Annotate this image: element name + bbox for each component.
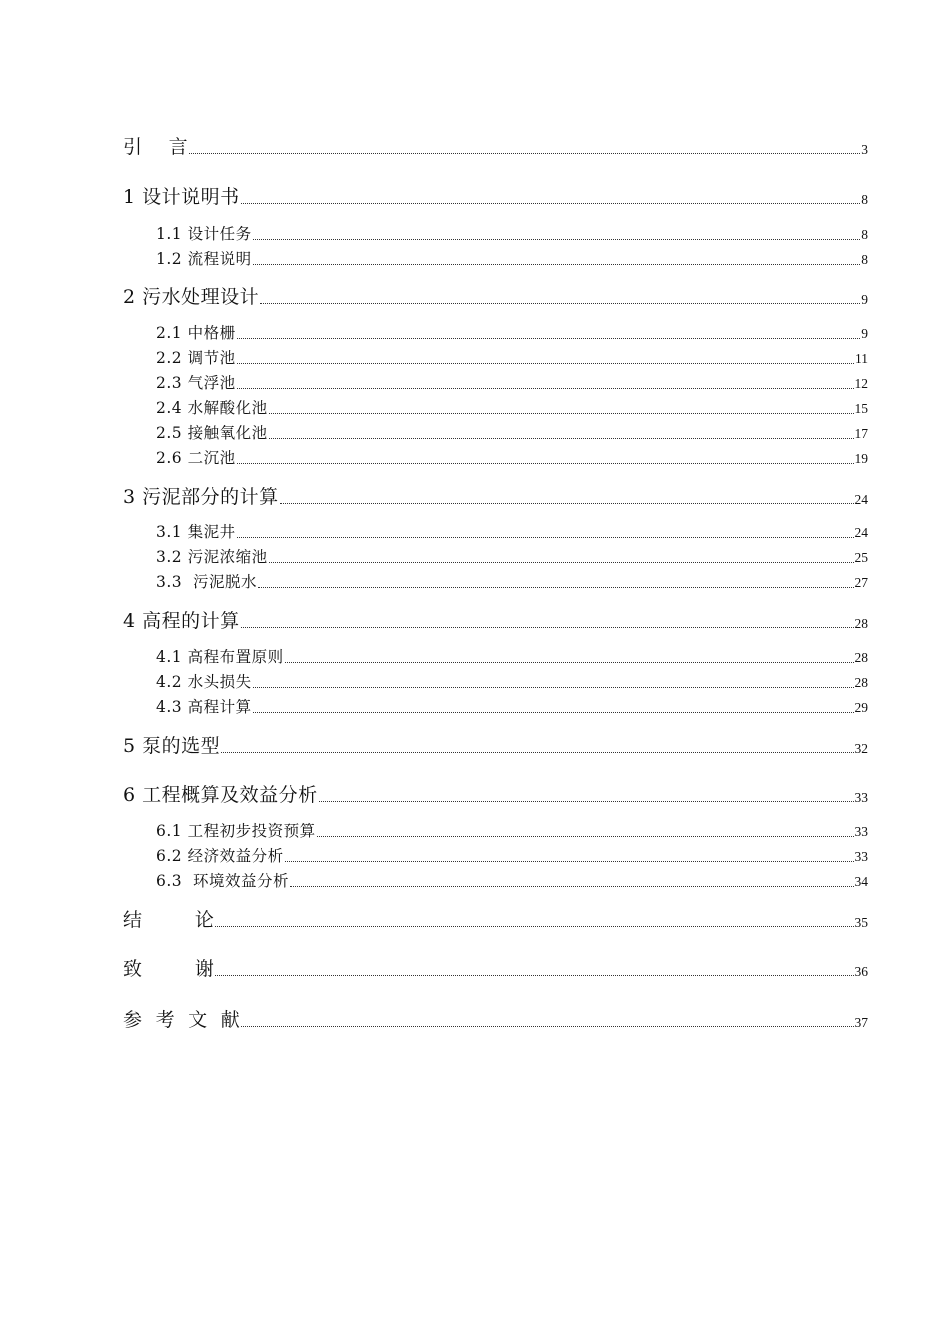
toc-dot-leader	[260, 302, 860, 304]
toc-entry-title: 3 污泥部分的计算	[123, 486, 279, 508]
toc-dot-leader	[189, 152, 860, 154]
toc-entry-chapter-2[interactable]	[123, 288, 868, 307]
toc-page-number: 34	[854, 874, 868, 889]
toc-entry-chapter-3[interactable]	[123, 488, 868, 507]
toc-entry-section-6-1[interactable]	[156, 824, 868, 840]
toc-dot-leader	[253, 711, 854, 713]
toc-entry-title: 4.3 高程计算	[156, 698, 252, 716]
toc-page-number: 29	[854, 700, 868, 715]
toc-page-number: 24	[854, 491, 868, 507]
toc-entry-chapter-1[interactable]	[123, 188, 868, 207]
toc-entry-title: 5 泵的选型	[123, 735, 221, 757]
toc-dot-leader	[253, 263, 861, 265]
toc-page-number: 32	[854, 740, 868, 756]
toc-entry-title: 参 考 文 献	[123, 1009, 241, 1031]
toc-entry-section-3-1[interactable]	[156, 525, 868, 541]
toc-dot-leader	[237, 362, 854, 364]
toc-dot-leader	[215, 974, 853, 976]
toc-page-number: 28	[854, 615, 868, 631]
toc-entry-title: 结 论	[123, 909, 215, 931]
toc-dot-leader	[237, 462, 854, 464]
toc-dot-leader	[269, 437, 854, 439]
toc-page-number: 35	[854, 914, 868, 930]
toc-entry-title: 1.2 流程说明	[156, 250, 252, 268]
toc-entry-title: 4.2 水头损失	[156, 673, 252, 691]
toc-page-number: 28	[854, 650, 868, 665]
toc-dot-leader	[280, 502, 854, 504]
toc-entry-chapter-4[interactable]	[123, 612, 868, 631]
toc-entry-section-6-3[interactable]	[156, 874, 868, 890]
toc-entry-section-2-5[interactable]	[156, 426, 868, 442]
toc-dot-leader	[221, 751, 853, 753]
toc-page-number: 33	[854, 849, 868, 864]
toc-page-number: 8	[861, 252, 868, 267]
toc-entry-title: 3.3 污泥脱水	[156, 573, 258, 591]
toc-dot-leader	[285, 860, 854, 862]
toc-entry-conclusion[interactable]	[123, 911, 868, 930]
toc-page-number: 3	[861, 141, 868, 157]
toc-entry-section-4-1[interactable]	[156, 650, 868, 666]
toc-entry-section-3-3[interactable]	[156, 575, 868, 591]
toc-page-number: 24	[854, 525, 868, 540]
toc-page-number: 33	[854, 824, 868, 839]
toc-entry-references[interactable]	[123, 1011, 868, 1030]
toc-entry-title: 3.1 集泥井	[156, 523, 236, 541]
toc-dot-leader	[241, 202, 861, 204]
toc-dot-leader	[319, 800, 854, 802]
toc-dot-leader	[215, 925, 853, 927]
toc-entry-title: 1.1 设计任务	[156, 225, 252, 243]
toc-entry-title: 引 言	[123, 136, 189, 158]
toc-page-number: 9	[861, 291, 868, 307]
toc-dot-leader	[290, 885, 853, 887]
toc-page-number: 19	[854, 451, 868, 466]
toc-dot-leader	[253, 686, 854, 688]
toc-page-number: 28	[854, 675, 868, 690]
toc-entry-section-3-2[interactable]	[156, 550, 868, 566]
toc-dot-leader	[317, 835, 854, 837]
toc-entry-section-1-1[interactable]	[156, 227, 868, 243]
toc-dot-leader	[241, 1025, 853, 1027]
toc-entry-title: 1 设计说明书	[123, 186, 240, 208]
toc-dot-leader	[237, 387, 854, 389]
toc-entry-chapter-6[interactable]	[123, 786, 868, 805]
toc-page-number: 25	[854, 550, 868, 565]
toc-entry-title: 2.4 水解酸化池	[156, 399, 268, 417]
toc-entry-section-2-2[interactable]	[156, 351, 868, 367]
toc-entry-title: 6 工程概算及效益分析	[123, 784, 318, 806]
toc-entry-title: 2.5 接触氧化池	[156, 424, 268, 442]
toc-page-number: 12	[854, 376, 868, 391]
toc-dot-leader	[269, 561, 854, 563]
toc-entry-foreword[interactable]	[123, 138, 868, 157]
toc-entry-section-4-2[interactable]	[156, 675, 868, 691]
toc-page-number: 17	[854, 426, 868, 441]
toc-entry-section-2-3[interactable]	[156, 376, 868, 392]
toc-page-number: 37	[854, 1014, 868, 1030]
toc-dot-leader	[269, 412, 854, 414]
toc-page-number: 9	[861, 326, 868, 341]
toc-entry-title: 2.1 中格栅	[156, 324, 236, 342]
toc-entry-title: 4.1 高程布置原则	[156, 648, 284, 666]
toc-entry-section-4-3[interactable]	[156, 700, 868, 716]
toc-entry-title: 3.2 污泥浓缩池	[156, 548, 268, 566]
toc-entry-title: 6.1 工程初步投资预算	[156, 822, 316, 840]
toc-page-number: 36	[854, 963, 868, 979]
toc-entry-title: 6.2 经济效益分析	[156, 847, 284, 865]
toc-entry-acknowledgements[interactable]	[123, 960, 868, 979]
toc-entry-title: 致 谢	[123, 958, 215, 980]
toc-page-number: 8	[861, 191, 868, 207]
toc-entry-title: 6.3 环境效益分析	[156, 872, 290, 890]
toc-entry-title: 2 污水处理设计	[123, 286, 260, 308]
toc-entry-section-2-4[interactable]	[156, 401, 868, 417]
toc-page-number: 27	[854, 575, 868, 590]
toc-entry-title: 4 高程的计算	[123, 610, 240, 632]
toc-page-number: 15	[854, 401, 868, 416]
toc-entry-title: 2.6 二沉池	[156, 449, 236, 467]
toc-dot-leader	[258, 586, 853, 588]
toc-entry-title: 2.2 调节池	[156, 349, 236, 367]
toc-entry-section-2-1[interactable]	[156, 326, 868, 342]
toc-page-number: 8	[861, 227, 868, 242]
toc-dot-leader	[237, 337, 861, 339]
toc-dot-leader	[241, 626, 854, 628]
toc-page-number: 33	[854, 789, 868, 805]
toc-dot-leader	[237, 536, 854, 538]
toc-entry-chapter-5[interactable]	[123, 737, 868, 756]
toc-dot-leader	[253, 238, 861, 240]
toc-page-number: 11	[855, 351, 868, 366]
toc-entry-section-2-6[interactable]	[156, 451, 868, 467]
toc-entry-section-1-2[interactable]	[156, 252, 868, 268]
toc-entry-title: 2.3 气浮池	[156, 374, 236, 392]
toc-dot-leader	[285, 661, 854, 663]
toc-entry-section-6-2[interactable]	[156, 849, 868, 865]
